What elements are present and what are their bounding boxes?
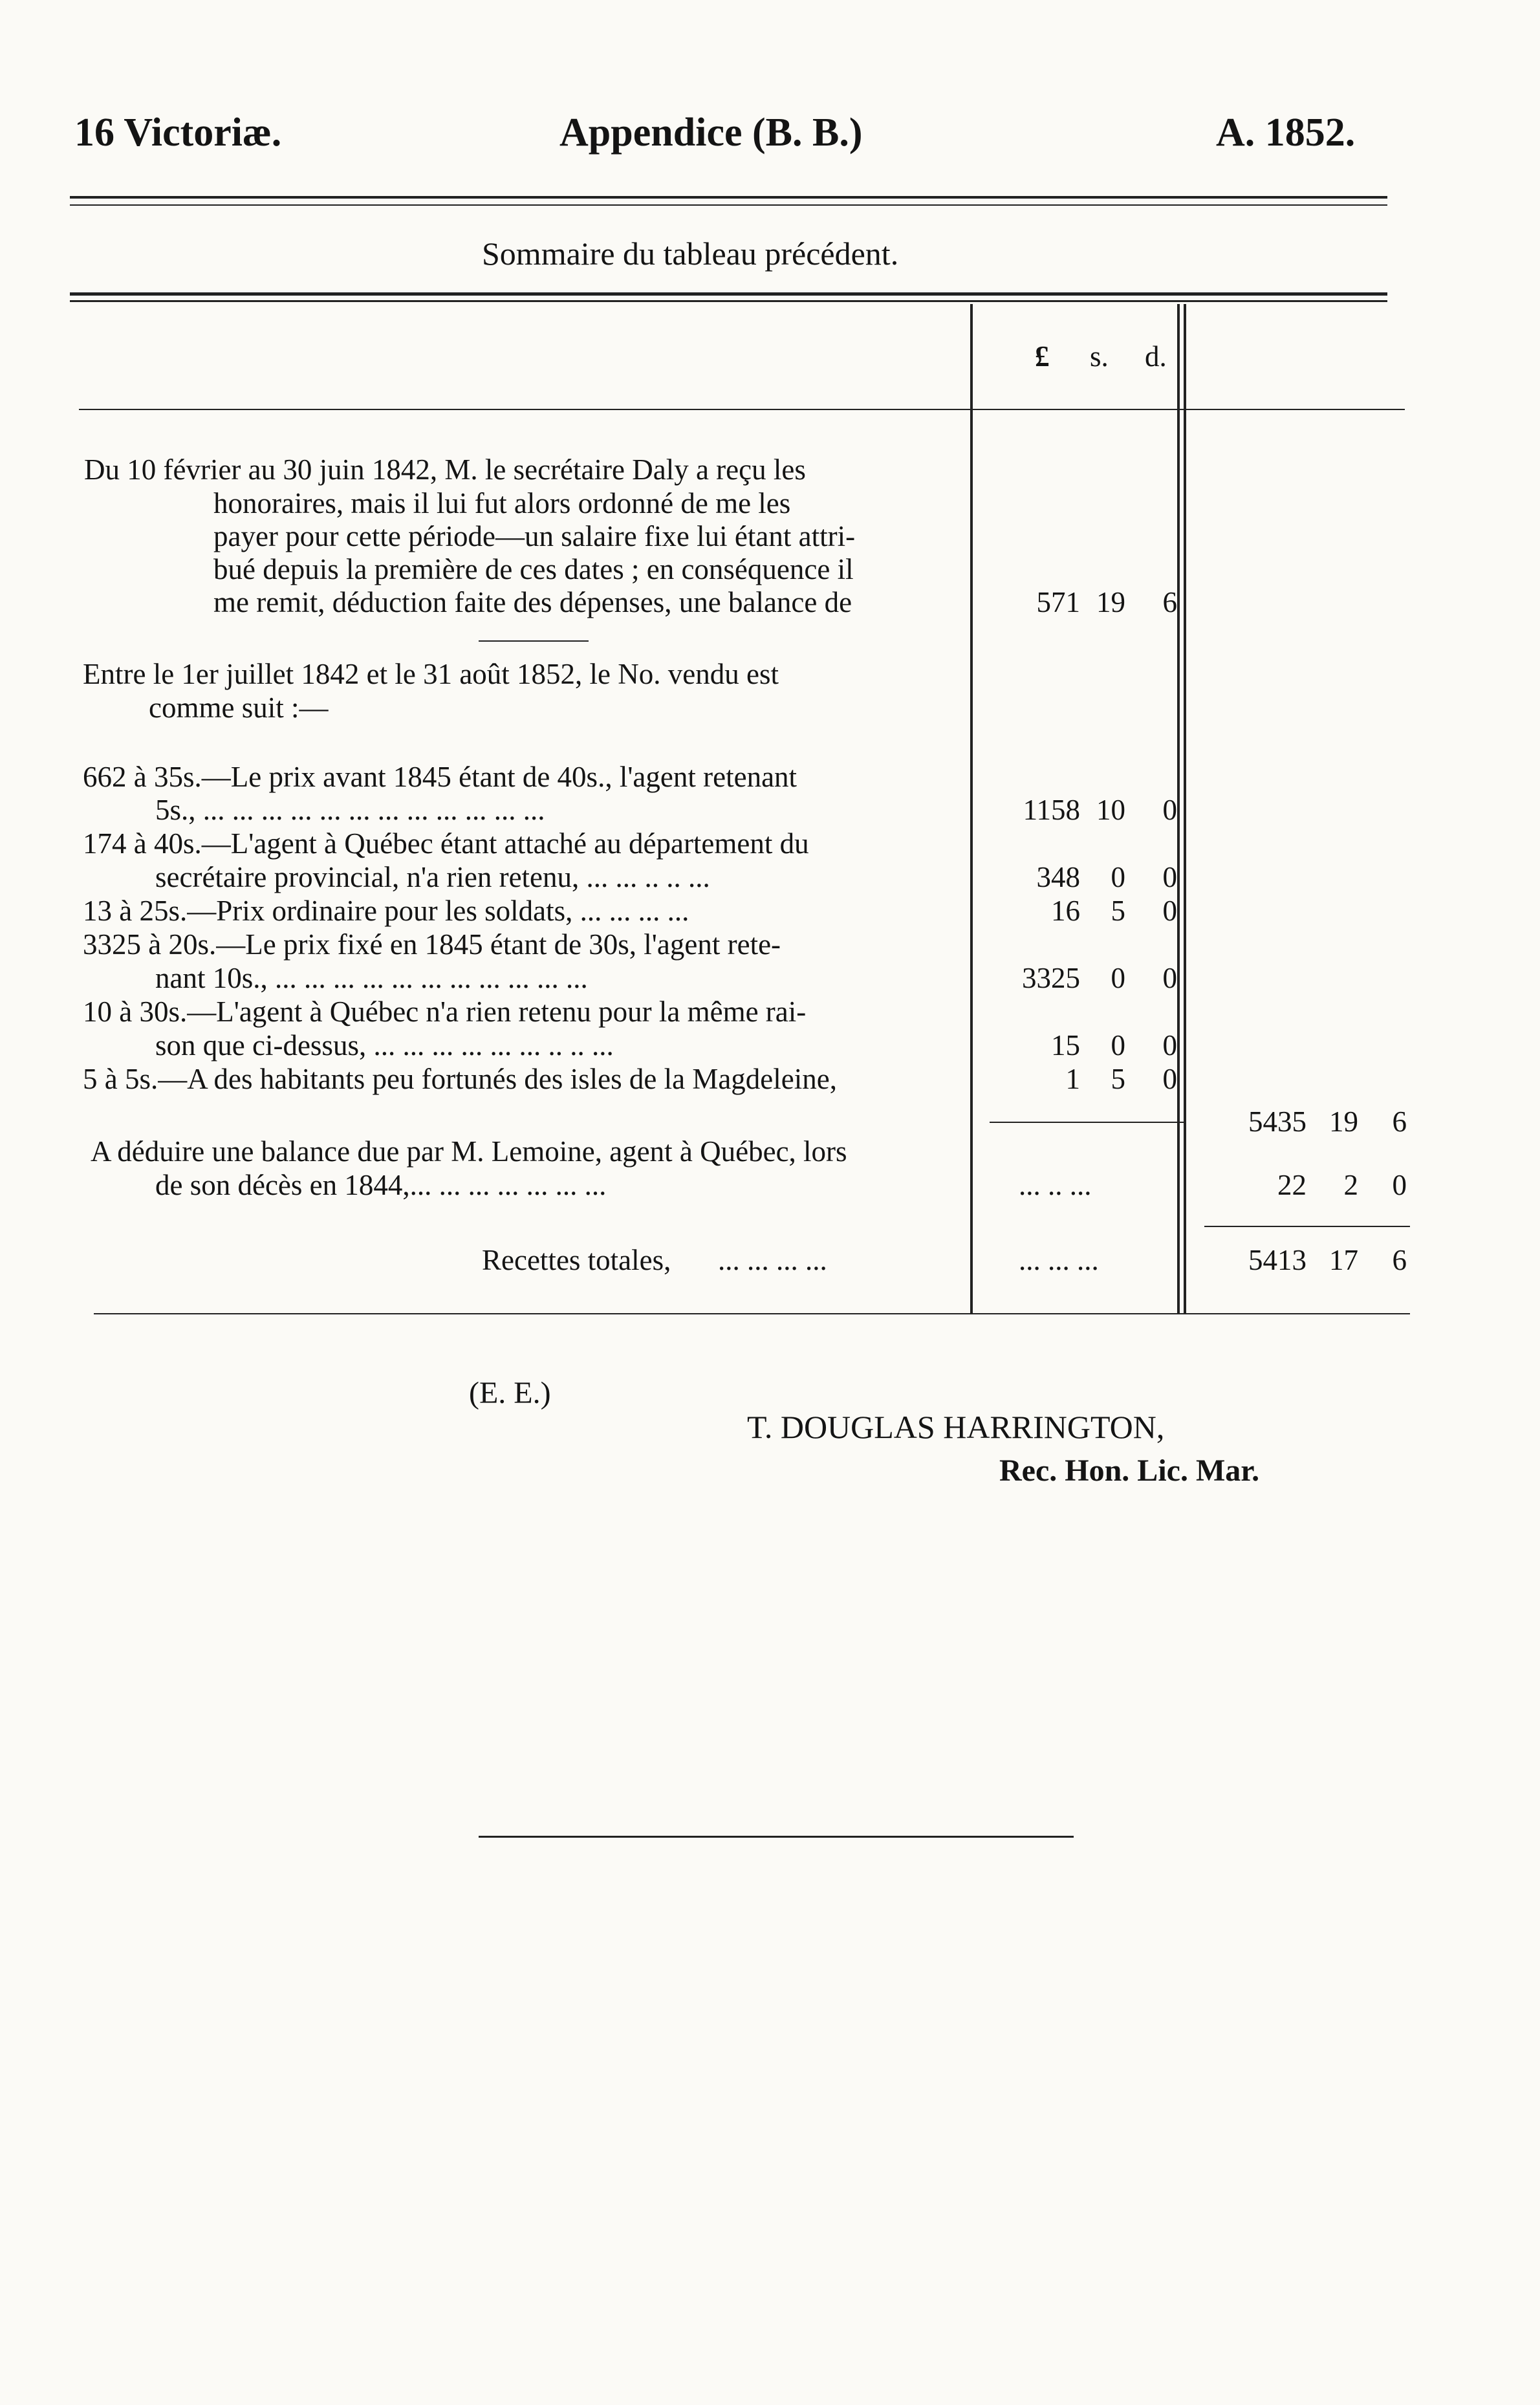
table-rule-top-2 xyxy=(70,300,1387,302)
header-rule-top xyxy=(70,196,1387,199)
deduction-line-2: de son décès en 1844,... ... ... ... ... ... ... xyxy=(155,1169,607,1201)
total-dots: ... ... ... xyxy=(1019,1244,1099,1276)
row-174-line-1: 174 à 40s.—L'agent à Québec étant attaché au département du xyxy=(83,827,809,860)
table-rule-top xyxy=(70,292,1387,296)
total-shillings: 17 xyxy=(1329,1244,1358,1276)
row-174-line-2: secrétaire provincial, n'a rien retenu, ... ... .. .. ... xyxy=(155,861,710,893)
amount-3325-shillings: 0 xyxy=(1111,962,1125,994)
amount-662-pounds: 1158 xyxy=(1023,794,1080,826)
row-5-line-1: 5 à 5s.—A des habitants peu fortunés des isles de la Magdeleine, xyxy=(83,1063,837,1095)
header-left: 16 Victoriæ. xyxy=(74,111,282,155)
deduction-pence: 0 xyxy=(1392,1169,1407,1201)
subtotal-pounds: 5435 xyxy=(1248,1105,1307,1138)
amount-13-pounds: 16 xyxy=(1051,895,1080,927)
footer-title: Rec. Hon. Lic. Mar. xyxy=(999,1453,1260,1488)
footer-ref: (E. E.) xyxy=(469,1376,551,1410)
amount-3325-pounds: 3325 xyxy=(1022,962,1080,994)
amount-daly-shillings: 19 xyxy=(1096,586,1125,618)
amount-10-pence: 0 xyxy=(1162,1029,1177,1061)
intro-line-2: comme suit :— xyxy=(149,691,329,724)
header-center: Appendice (B. B.) xyxy=(559,111,863,155)
amount-5-pounds: 1 xyxy=(1065,1063,1080,1095)
amount-13-shillings: 5 xyxy=(1111,895,1125,927)
total-label-dots: ... ... ... ... xyxy=(718,1244,827,1276)
amount-13-pence: 0 xyxy=(1162,895,1177,927)
amount-10-pounds: 15 xyxy=(1051,1029,1080,1061)
total-label: Recettes totales, xyxy=(482,1244,671,1276)
row-662-line-2: 5s., ... ... ... ... ... ... ... ... ... ... ... ... xyxy=(155,794,545,826)
column-header-shillings: s. xyxy=(1090,340,1109,373)
total-pounds: 5413 xyxy=(1248,1244,1307,1276)
column-header-pence: d. xyxy=(1145,340,1167,373)
amount-3325-pence: 0 xyxy=(1162,962,1177,994)
amount-174-pounds: 348 xyxy=(1036,861,1080,893)
column-header-pounds: £ xyxy=(1035,340,1050,373)
deduction-pounds: 22 xyxy=(1277,1169,1307,1201)
intro-line-1: Entre le 1er juillet 1842 et le 31 août 1852, le No. vendu est xyxy=(83,658,779,690)
subtotal-rule xyxy=(990,1122,1184,1123)
amount-daly-pence: 6 xyxy=(1162,586,1177,618)
amount-5-pence: 0 xyxy=(1162,1063,1177,1095)
amount-10-shillings: 0 xyxy=(1111,1029,1125,1061)
total-pence: 6 xyxy=(1392,1244,1407,1276)
total-rule xyxy=(1204,1226,1410,1227)
row-3325-line-2: nant 10s., ... ... ... ... ... ... ... ... ... ... ... xyxy=(155,962,588,994)
subtotal-pence: 6 xyxy=(1392,1105,1407,1138)
amount-daly-pounds: 571 xyxy=(1036,586,1080,618)
deduction-line-1: A déduire une balance due par M. Lemoine, agent à Québec, lors xyxy=(91,1135,847,1168)
entry-daly-line-2: honoraires, mais il lui fut alors ordonné de me les xyxy=(213,487,791,519)
amount-5-shillings: 5 xyxy=(1111,1063,1125,1095)
entry-daly-line-5: me remit, déduction faite des dépenses, une balance de xyxy=(213,586,852,618)
column-divider-amounts xyxy=(1177,304,1180,1313)
amount-662-pence: 0 xyxy=(1162,794,1177,826)
separator-rule xyxy=(479,640,589,642)
header-right: A. 1852. xyxy=(1216,111,1356,155)
deduction-shillings: 2 xyxy=(1343,1169,1358,1201)
column-divider-amounts-2 xyxy=(1184,304,1186,1313)
footer-rule xyxy=(479,1836,1074,1838)
subtitle: Sommaire du tableau précédent. xyxy=(482,235,899,272)
row-10-line-2: son que ci-dessus, ... ... ... ... ... ... .. .. ... xyxy=(155,1029,614,1061)
entry-daly-line-3: payer pour cette période—un salaire fixe lui étant attri- xyxy=(213,520,856,552)
amount-174-pence: 0 xyxy=(1162,861,1177,893)
row-10-line-1: 10 à 30s.—L'agent à Québec n'a rien retenu pour la même rai- xyxy=(83,996,807,1028)
amount-662-shillings: 10 xyxy=(1096,794,1125,826)
column-divider-text xyxy=(970,304,973,1313)
header-row-rule xyxy=(79,409,1405,410)
entry-daly-line-4: bué depuis la première de ces dates ; en conséquence il xyxy=(213,553,854,585)
row-13-line-1: 13 à 25s.—Prix ordinaire pour les soldats, ... ... ... ... xyxy=(83,895,689,927)
header-rule-bottom xyxy=(70,204,1387,206)
deduction-dots: ... .. ... xyxy=(1019,1169,1092,1201)
footer-name: T. DOUGLAS HARRINGTON, xyxy=(747,1409,1165,1445)
subtotal-shillings: 19 xyxy=(1329,1105,1358,1138)
entry-daly-line-1: Du 10 février au 30 juin 1842, M. le secrétaire Daly a reçu les xyxy=(84,453,806,486)
amount-174-shillings: 0 xyxy=(1111,861,1125,893)
row-3325-line-1: 3325 à 20s.—Le prix fixé en 1845 étant de 30s, l'agent rete- xyxy=(83,928,781,961)
table-rule-bottom xyxy=(94,1313,1410,1314)
row-662-line-1: 662 à 35s.—Le prix avant 1845 étant de 40s., l'agent retenant xyxy=(83,761,797,793)
